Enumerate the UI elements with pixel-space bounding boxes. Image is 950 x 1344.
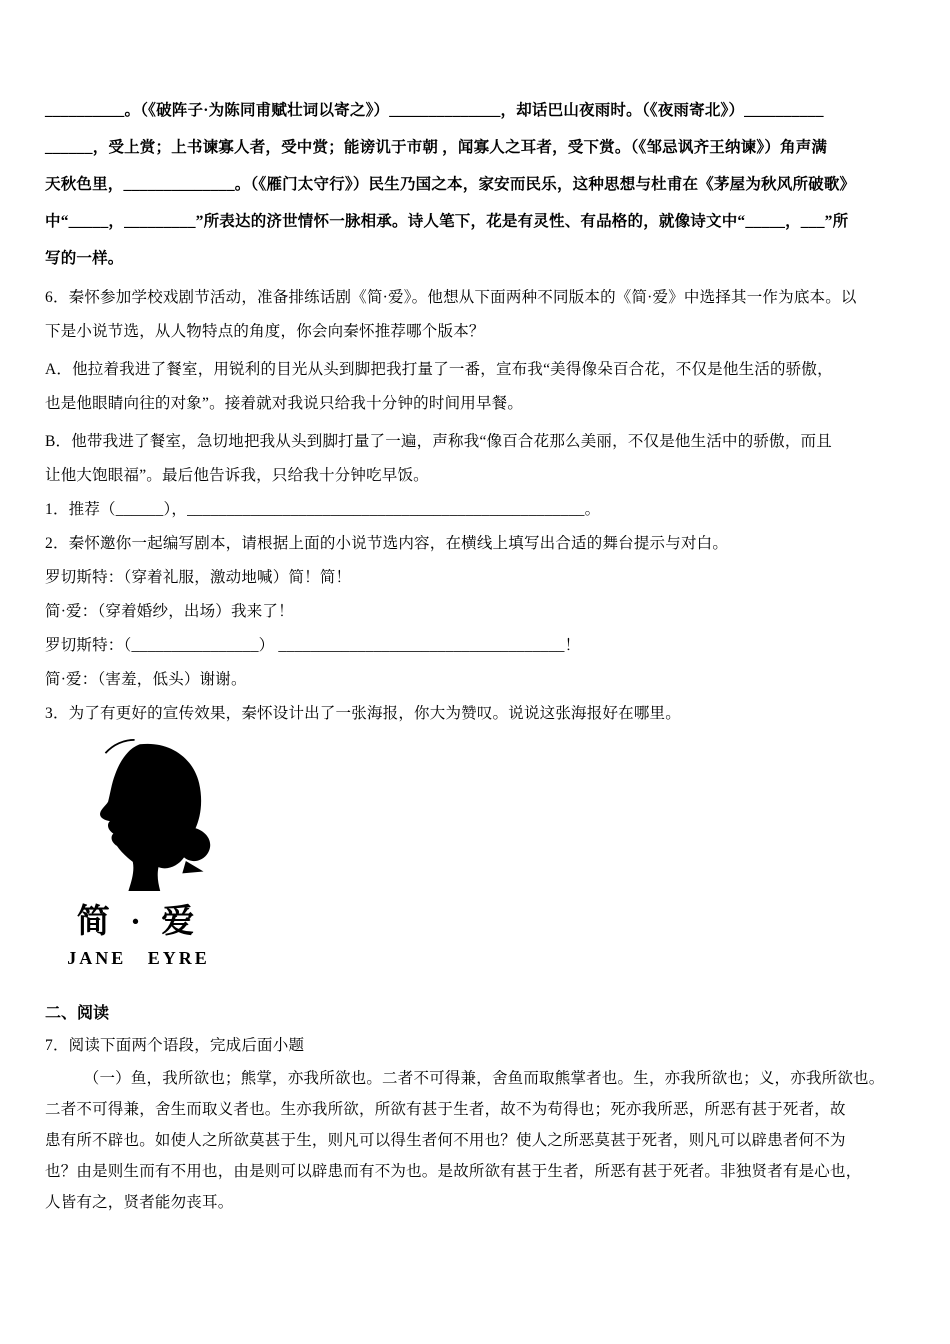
- dictation-section: [45, 92, 905, 277]
- script-line-rochester: 罗切斯特：（穿着礼服，激动地喊）简！简！: [45, 569, 352, 586]
- option-a-line: A．他拉着我进了餐室，用锐利的目光从头到脚把我打量了一番，宣布我“美得像朵百合花，不仅是他生活的骄傲，: [45, 361, 833, 378]
- option-b-line: B．他带我进了餐室，急切地把我从头到脚打量了一遍，声称我“像百合花那么美丽，不仅是他生活中的骄傲，而且: [45, 433, 832, 450]
- script-line-jane-2: 简·爱：（害羞，低头）谢谢。: [45, 671, 247, 688]
- dictation-line: 中“_____，_________”所表达的济世情怀一脉相承。诗人笔下，花是有灵性、有品格的，就像诗文中“_____，___”所: [45, 213, 849, 230]
- option-b-line: 让他大饱眼福”。最后他告诉我，只给我十分钟吃早饭。: [45, 467, 429, 484]
- option-a-line: 也是他眼睛向往的对象”。接着就对我说只给我十分钟的时间用早餐。: [45, 395, 524, 412]
- script-dialogue: [45, 561, 905, 697]
- passage-line: 二者不可得兼，舍生而取义者也。生亦我所欲，所欲有甚于生者，故不为苟得也；死亦我所恶，所恶有甚于死者，故: [45, 1101, 846, 1118]
- dictation-line: 写的一样。: [45, 250, 124, 267]
- passage-line: 也？由是则生而有不用也，由是则可以辟患而有不为也。是故所欲有甚于生者，所恶有甚于死者。非独贤者有是心也，: [45, 1163, 862, 1180]
- passage-line: 人皆有之，贤者能勿丧耳。: [45, 1194, 234, 1211]
- dictation-line: ______，受上赏；上书谏寡人者，受中赏；能谤讥于市朝 ，闻寡人之耳者，受下赏。（《邹忌讽齐王纳谏》）角声满: [45, 139, 828, 156]
- dictation-line: 天秋色里，______________。（《雁门太守行》）民生乃国之本，家安而民乐，这种思想与杜甫在《茅屋为秋风所破歌》: [45, 176, 856, 193]
- dictation-line: __________。（《破阵子·为陈同甫赋壮词以寄之》）______________，却话巴山夜雨时。（《夜雨寄北》）__________: [45, 102, 824, 119]
- passage-line: 患有所不辟也。如使人之所欲莫甚于生，则凡可以得生者何不用也？使人之所恶莫甚于死者，则凡可以辟患者何不为: [45, 1132, 846, 1149]
- script-line-jane: 简·爱：（穿着婚纱，出场）我来了！: [45, 603, 294, 620]
- subquestion-3: 3．为了有更好的宣传效果，秦怀设计出了一张海报，你大为赞叹。说说这张海报好在哪里。: [45, 705, 681, 722]
- question-6-intro: [45, 281, 905, 349]
- reading-section-heading: 二、阅读: [45, 1005, 110, 1022]
- poster-silhouette-image: [63, 739, 215, 891]
- question-6-section: [45, 281, 905, 731]
- poster-subtitle: JANE EYRE: [67, 948, 210, 968]
- subquestion-1: 1．推荐（______），__________________________________________________。: [45, 501, 601, 518]
- question-6-intro-line: 下是小说节选，从人物特点的角度，你会向秦怀推荐哪个版本？: [45, 323, 485, 340]
- passage-line: （一）鱼，我所欲也；熊掌，亦我所欲也。二者不可得兼，舍鱼而取熊掌者也。生，亦我所欲也；义，亦我所欲也。: [83, 1070, 885, 1087]
- poster-title: 简 · 爱: [76, 904, 201, 940]
- option-b: [45, 425, 905, 493]
- jane-eyre-poster: [51, 739, 226, 969]
- question-6-intro-line: 6．秦怀参加学校戏剧节活动，准备排练话剧《简·爱》。他想从下面两种不同版本的《简·爱》中选择其一作为底本。以: [45, 289, 857, 306]
- subquestion-2: 2．秦怀邀你一起编写剧本，请根据上面的小说节选内容，在横线上填写出合适的舞台提示与对白。: [45, 535, 729, 552]
- reading-section: [45, 999, 905, 1218]
- hair-ribbon-tail: [182, 861, 203, 873]
- script-line-rochester-blank: 罗切斯特：（________________） ____________________________________！: [45, 637, 581, 654]
- classical-passage: [45, 1063, 905, 1218]
- option-a: [45, 353, 905, 421]
- question-7: 7．阅读下面两个语段，完成后面小题: [45, 1037, 305, 1054]
